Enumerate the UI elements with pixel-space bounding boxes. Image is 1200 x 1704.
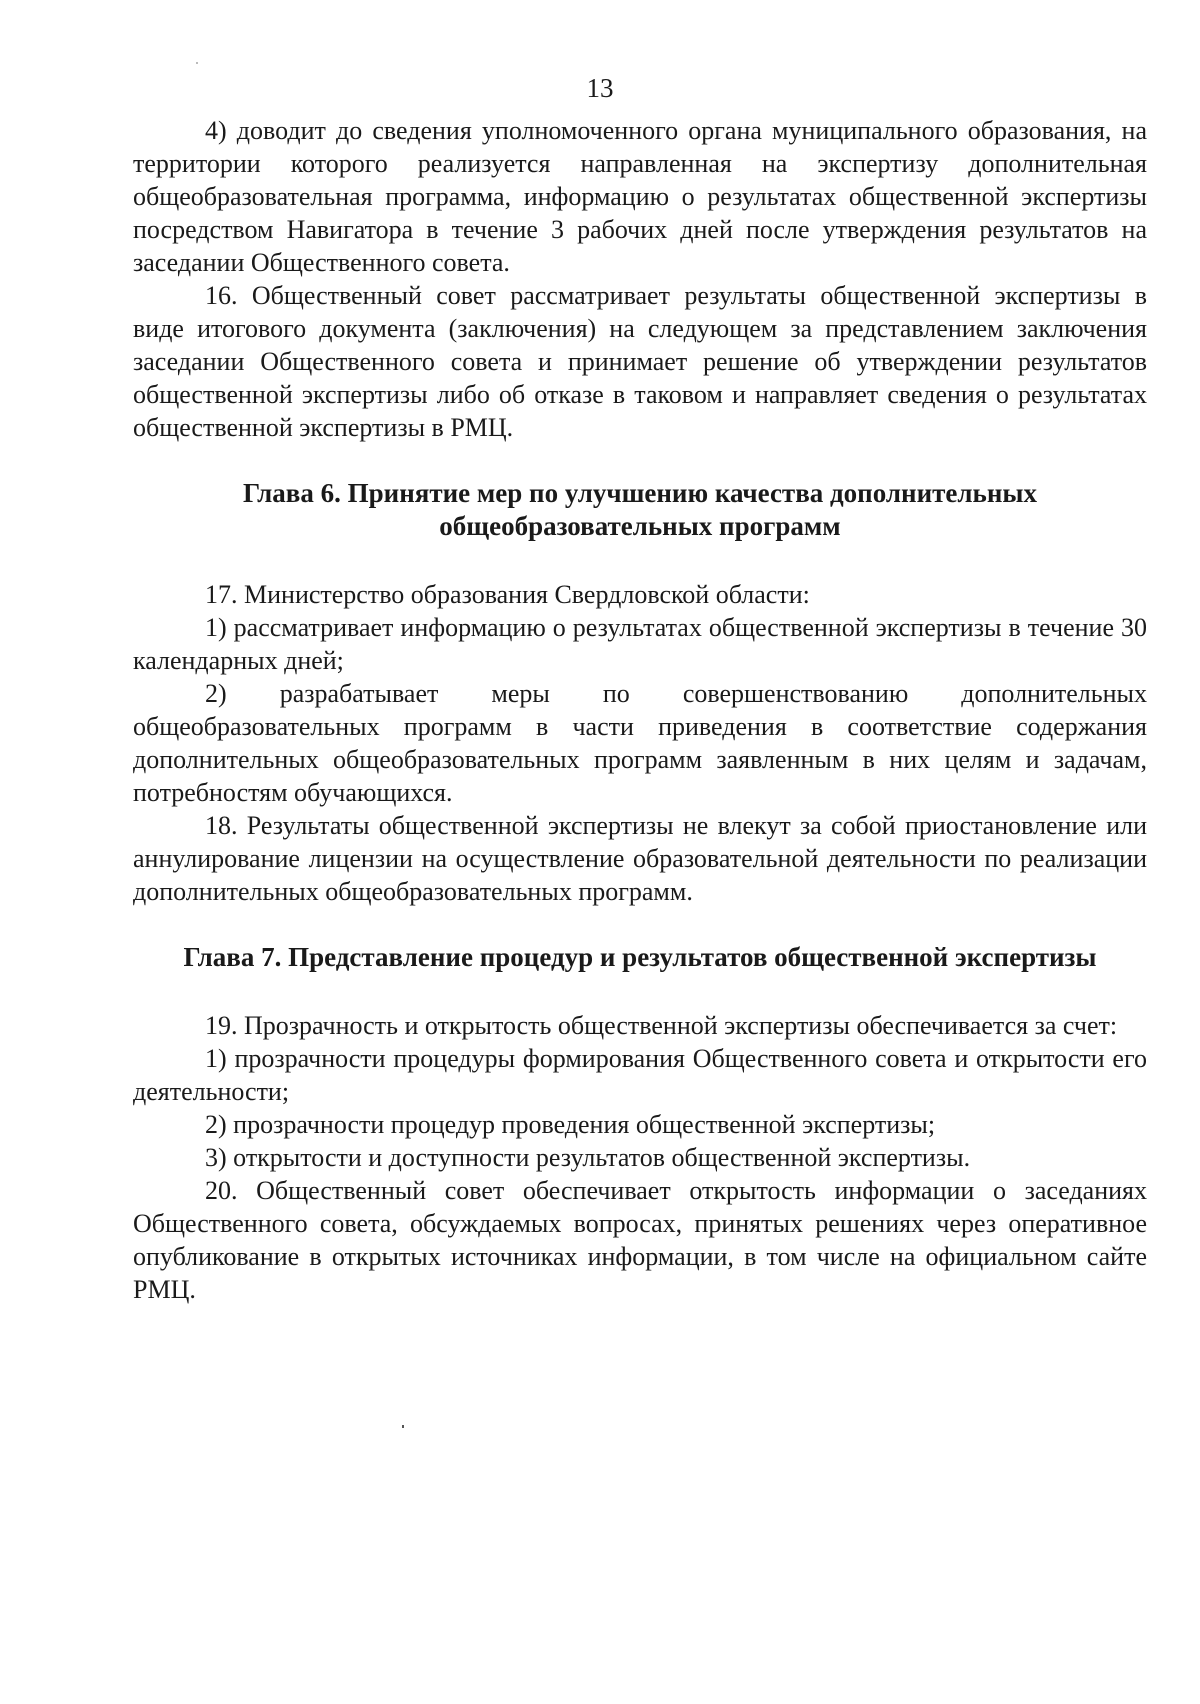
paragraph-18: 18. Результаты общественной экспертизы не влекут за собой приостановление или аннулирование лицензии на осуществление образовательной деятельности по реализации дополнительных общеобразовательных программ. [133,811,1147,906]
scan-speck [402,1425,404,1428]
paragraph-17: 17. Министерство образования Свердловской области: [205,580,810,609]
page-number: 13 [586,73,614,103]
paragraph-19-item-3: 3) открытости и доступности результатов общественной экспертизы. [205,1143,971,1172]
spacer [133,543,1147,578]
spacer [133,444,1147,477]
paragraph-19-item-1: 1) прозрачности процедуры формирования Общественного совета и открытости его деятельности; [133,1044,1147,1106]
chapter-7-heading: Глава 7. Представление процедур и результатов общественной экспертизы [183,942,1097,972]
paragraph-20: 20. Общественный совет обеспечивает открытость информации о заседаниях Общественного совета, обсуждаемых вопросах, принятых решениях через оперативное опубликование в открытых источниках информации, в том числе на официальном сайте РМЦ. [133,1176,1147,1304]
spacer [133,908,1147,941]
paragraph-item-4: 4) доводит до сведения уполномоченного органа муниципального образования, на территории которого реализуется направленная на экспертизу дополнительная общеобразовательная программа, информацию о результатах общественной экспертизы посредством Навигатора в течение 3 рабочих дней после утверждения результатов на заседании Общественного совета. [133,116,1147,277]
paragraph-17-item-1: 1) рассматривает информацию о результатах общественной экспертизы в течение 30 календарных дней; [133,613,1147,675]
chapter-6-title-line1: Глава 6. Принятие мер по улучшению качества дополнительных [243,478,1037,508]
paragraph-19: 19. Прозрачность и открытость общественной экспертизы обеспечивается за счет: [205,1011,1118,1040]
paragraph-19-item-2: 2) прозрачности процедур проведения общественной экспертизы; [205,1110,936,1139]
spacer [133,974,1147,1009]
chapter-6-heading [133,477,1147,543]
scan-speck [196,62,198,64]
chapter-6-title-line2: общеобразовательных программ [439,511,841,541]
paragraph-16: 16. Общественный совет рассматривает результаты общественной экспертизы в виде итогового документа (заключения) на следующем за представлением заключения заседании Общественного совета и принимает решение об утверждении результатов общественной экспертизы либо об отказе в таковом и направляет сведения о результатах общественной экспертизы в РМЦ. [133,281,1147,442]
document-body [133,114,1147,1306]
paragraph-17-item-2: 2) разрабатывает меры по совершенствованию дополнительных общеобразовательных программ в части приведения в соответствие содержания дополнительных общеобразовательных программ заявленным в них целям и задачам, потребностям обучающихся. [133,679,1147,807]
